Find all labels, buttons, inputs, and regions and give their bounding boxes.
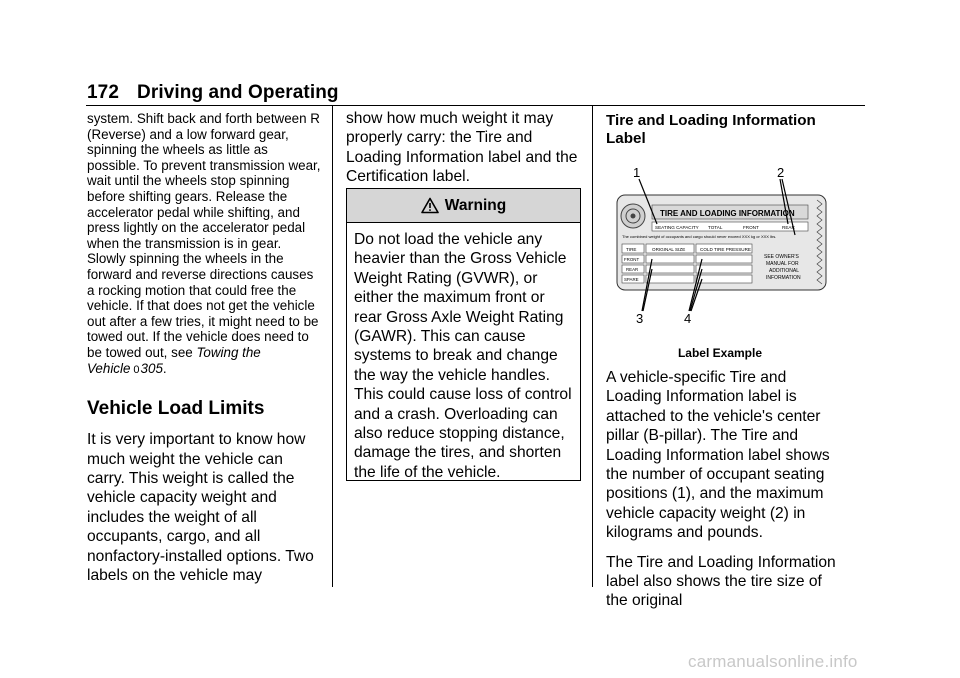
side-note-line-3: ADDITIONAL	[769, 268, 800, 274]
column-3	[606, 112, 838, 148]
column-divider-2	[592, 105, 593, 587]
side-note-line-2: MANUAL FOR	[766, 261, 799, 267]
header-rule	[86, 105, 865, 106]
side-note-line-1: SEE OWNER'S	[764, 254, 799, 260]
warning-icon	[421, 197, 439, 214]
row-rear-label: REAR	[626, 267, 639, 272]
body-paragraph: A vehicle-specific Tire and Loading Information label is attached to the vehicle's center pillar (B-pillar). The Tire and Loading Information label shows the number of occupant seating positions (1), and the maximum vehicle capacity weight (2) in kilograms and pounds.	[606, 369, 830, 542]
column-3-body	[606, 368, 842, 611]
page-header	[87, 82, 339, 104]
warning-text: Do not load the vehicle any heavier than the Gross Vehicle Weight Rating (GVWR), or either the maximum front or rear Gross Axle Weight Rating (GAWR). This can cause systems to break and change the way the vehicle handles. This could cause loss of control and a crash. Overloading can also reduce stopping distance, damage the tires, and shorten the life of the vehicle.	[354, 231, 572, 481]
watermark: carmanualsonline.info	[688, 652, 858, 671]
figure-caption: Label Example	[677, 346, 763, 360]
row-spare-label: SPARE	[624, 277, 639, 282]
page-ref-icon: 0	[133, 363, 140, 376]
page-number: 172	[87, 82, 120, 103]
body-paragraph: It is very important to know how much weight the vehicle can carry. This weight is called the vehicle capacity weight and includes the weight of all occupants, cargo, and all nonfactory-installed options. Two labels on the vehicle may	[87, 431, 314, 584]
section-subheading: Tire and Loading Information Label	[606, 112, 816, 147]
paragraph-text: system. Shift back and forth between R (Reverse) and a low forward gear, spinning the wheels as little as possible. To prevent transmission wear, wait until the wheels stop spinning before shifting gears. Release the accelerator pedal while shifting, and press lightly on the accelerator pedal when the transmission is in gear. Slowly spinning the wheels in the forward and reverse directions causes a rocking motion that could free the vehicle. If that does not get the vehicle out after a few tries, it might need to be towed out. If the vehicle does need to be towed out, see	[87, 111, 321, 360]
column-divider-1	[332, 105, 333, 587]
body-paragraph: show how much weight it may properly carry: the Tire and Loading Information label and the Certification label.	[346, 110, 578, 186]
seating-capacity-label: SEATING CAPACITY	[655, 225, 699, 230]
warning-box	[346, 188, 581, 481]
original-size-header: ORIGINAL SIZE	[652, 247, 686, 252]
callout-4: 4	[684, 311, 692, 326]
side-note-line-4: INFORMATION	[766, 275, 801, 281]
cross-reference-page[interactable]: 305	[140, 360, 163, 376]
warning-header	[347, 189, 580, 223]
seating-total-label: TOTAL	[708, 225, 723, 230]
punctuation: .	[162, 360, 167, 376]
callout-2: 2	[777, 165, 785, 180]
seating-front-label: FRONT	[743, 225, 759, 230]
section-title: Driving and Operating	[137, 82, 339, 103]
section-heading: Vehicle Load Limits	[87, 398, 265, 420]
tire-emblem-icon	[621, 204, 645, 228]
seating-rear-label: REAR	[782, 225, 795, 230]
body-paragraph	[87, 111, 321, 378]
callout-3: 3	[636, 311, 644, 326]
cold-pressure-header: COLD TIRE PRESSURE	[700, 247, 751, 252]
label-title: TIRE AND LOADING INFORMATION	[660, 209, 795, 218]
weight-statement: The combined weight of occupants and cargo should never exceed XXX kg or XXX lbs.	[622, 234, 777, 239]
body-paragraph: The Tire and Loading Information label also shows the tire size of the original	[606, 553, 836, 610]
tire-label-figure	[612, 162, 832, 332]
column-2	[346, 109, 582, 187]
cross-reference-link[interactable]: Towing the Vehicle	[87, 344, 261, 376]
row-front-label: FRONT	[624, 257, 640, 262]
warning-title: Warning	[444, 196, 507, 214]
column-1	[87, 111, 321, 585]
callout-1: 1	[633, 165, 641, 180]
tire-header: TIRE	[626, 247, 637, 252]
